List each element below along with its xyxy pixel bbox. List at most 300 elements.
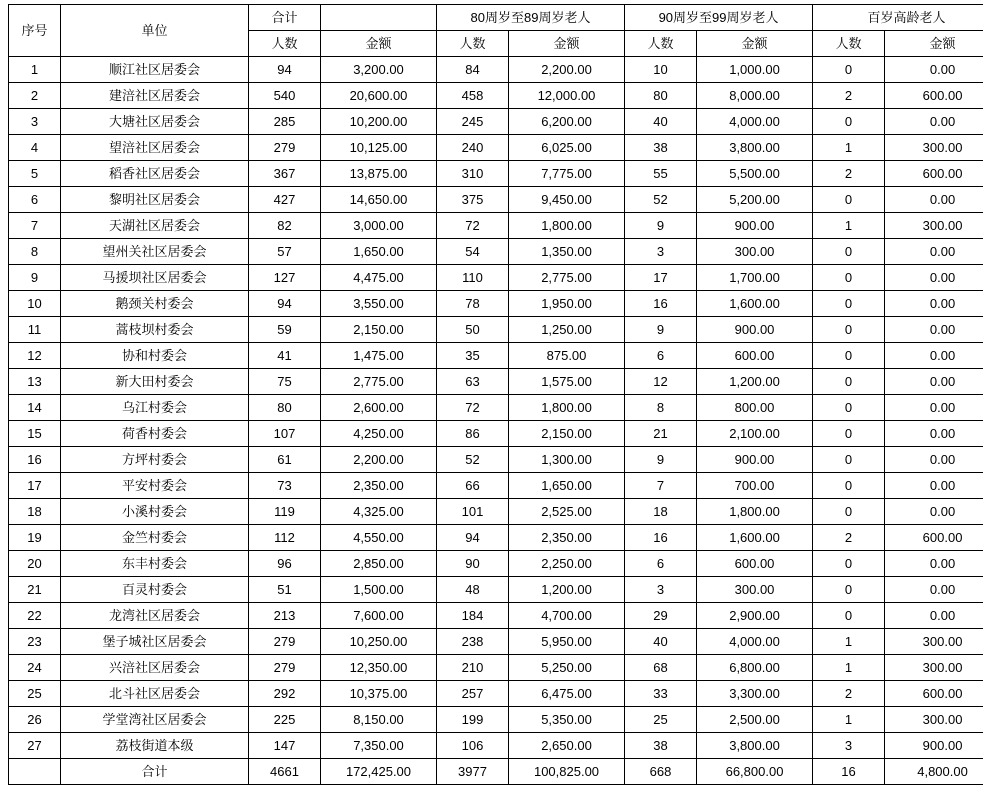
row-unit: 望州关社区居委会 xyxy=(61,239,249,265)
row-90-amount: 300.00 xyxy=(697,239,813,265)
table-row xyxy=(9,83,983,109)
table-row xyxy=(9,109,983,135)
row-80-amount: 2,200.00 xyxy=(509,57,625,83)
row-100-count: 0 xyxy=(813,421,885,447)
row-80-amount: 2,350.00 xyxy=(509,525,625,551)
row-unit: 金竺村委会 xyxy=(61,525,249,551)
row-80-count: 458 xyxy=(437,83,509,109)
row-80-amount: 1,950.00 xyxy=(509,291,625,317)
row-unit: 方坪村委会 xyxy=(61,447,249,473)
row-80-amount: 1,350.00 xyxy=(509,239,625,265)
row-80-amount: 9,450.00 xyxy=(509,187,625,213)
row-90-amount: 900.00 xyxy=(697,213,813,239)
row-100-amount: 300.00 xyxy=(885,135,983,161)
row-total-amount: 3,000.00 xyxy=(321,213,437,239)
row-90-amount: 300.00 xyxy=(697,577,813,603)
row-total-amount: 2,350.00 xyxy=(321,473,437,499)
table-row xyxy=(9,317,983,343)
footer-100-count: 16 xyxy=(813,759,885,785)
row-total-amount: 4,475.00 xyxy=(321,265,437,291)
row-index: 6 xyxy=(9,187,61,213)
row-100-amount: 0.00 xyxy=(885,499,983,525)
row-total-amount: 7,350.00 xyxy=(321,733,437,759)
row-unit: 新大田村委会 xyxy=(61,369,249,395)
row-80-count: 48 xyxy=(437,577,509,603)
row-index: 18 xyxy=(9,499,61,525)
row-100-amount: 300.00 xyxy=(885,629,983,655)
header-group-90: 90周岁至99周岁老人 xyxy=(625,5,813,31)
row-80-amount: 2,525.00 xyxy=(509,499,625,525)
row-90-count: 25 xyxy=(625,707,697,733)
row-index: 23 xyxy=(9,629,61,655)
row-80-amount: 1,200.00 xyxy=(509,577,625,603)
row-100-count: 0 xyxy=(813,577,885,603)
row-unit: 堡子城社区居委会 xyxy=(61,629,249,655)
row-90-amount: 1,600.00 xyxy=(697,291,813,317)
row-unit: 东丰村委会 xyxy=(61,551,249,577)
row-total-count: 147 xyxy=(249,733,321,759)
row-80-count: 210 xyxy=(437,655,509,681)
row-total-count: 225 xyxy=(249,707,321,733)
row-80-count: 245 xyxy=(437,109,509,135)
row-index: 25 xyxy=(9,681,61,707)
row-total-count: 94 xyxy=(249,57,321,83)
row-80-count: 50 xyxy=(437,317,509,343)
row-80-amount: 1,575.00 xyxy=(509,369,625,395)
row-100-amount: 900.00 xyxy=(885,733,983,759)
row-total-count: 279 xyxy=(249,655,321,681)
row-total-count: 112 xyxy=(249,525,321,551)
row-90-count: 10 xyxy=(625,57,697,83)
row-100-count: 2 xyxy=(813,681,885,707)
row-total-amount: 1,500.00 xyxy=(321,577,437,603)
header-total-count: 人数 xyxy=(249,31,321,57)
header-80-count: 人数 xyxy=(437,31,509,57)
row-index: 19 xyxy=(9,525,61,551)
table-row xyxy=(9,473,983,499)
row-80-count: 90 xyxy=(437,551,509,577)
row-90-amount: 3,800.00 xyxy=(697,135,813,161)
row-total-count: 107 xyxy=(249,421,321,447)
row-100-amount: 0.00 xyxy=(885,551,983,577)
row-total-amount: 3,200.00 xyxy=(321,57,437,83)
row-80-count: 310 xyxy=(437,161,509,187)
row-total-count: 61 xyxy=(249,447,321,473)
row-80-amount: 12,000.00 xyxy=(509,83,625,109)
row-80-amount: 1,300.00 xyxy=(509,447,625,473)
row-90-count: 3 xyxy=(625,239,697,265)
row-80-count: 199 xyxy=(437,707,509,733)
row-unit: 建涪社区居委会 xyxy=(61,83,249,109)
row-100-amount: 0.00 xyxy=(885,109,983,135)
row-unit: 大塘社区居委会 xyxy=(61,109,249,135)
row-90-count: 29 xyxy=(625,603,697,629)
row-index: 15 xyxy=(9,421,61,447)
row-total-count: 59 xyxy=(249,317,321,343)
row-80-count: 72 xyxy=(437,213,509,239)
row-index: 26 xyxy=(9,707,61,733)
table-row xyxy=(9,577,983,603)
row-unit: 鹅颈关村委会 xyxy=(61,291,249,317)
row-90-count: 9 xyxy=(625,213,697,239)
row-index: 21 xyxy=(9,577,61,603)
header-group-80: 80周岁至89周岁老人 xyxy=(437,5,625,31)
row-90-amount: 3,800.00 xyxy=(697,733,813,759)
row-index: 16 xyxy=(9,447,61,473)
footer-row xyxy=(9,759,983,785)
row-80-amount: 1,250.00 xyxy=(509,317,625,343)
row-100-amount: 300.00 xyxy=(885,213,983,239)
row-total-count: 119 xyxy=(249,499,321,525)
row-100-count: 1 xyxy=(813,707,885,733)
row-90-count: 68 xyxy=(625,655,697,681)
row-100-count: 1 xyxy=(813,135,885,161)
row-100-count: 0 xyxy=(813,317,885,343)
row-index: 20 xyxy=(9,551,61,577)
header-index: 序号 xyxy=(9,5,61,57)
footer-total-count: 4661 xyxy=(249,759,321,785)
table-row xyxy=(9,213,983,239)
row-100-count: 0 xyxy=(813,57,885,83)
table-row xyxy=(9,161,983,187)
row-index: 14 xyxy=(9,395,61,421)
row-90-count: 12 xyxy=(625,369,697,395)
table-row xyxy=(9,187,983,213)
row-100-amount: 0.00 xyxy=(885,473,983,499)
row-100-amount: 0.00 xyxy=(885,603,983,629)
row-90-amount: 900.00 xyxy=(697,317,813,343)
row-total-amount: 10,250.00 xyxy=(321,629,437,655)
row-100-count: 0 xyxy=(813,369,885,395)
row-80-count: 35 xyxy=(437,343,509,369)
row-80-count: 101 xyxy=(437,499,509,525)
row-80-amount: 6,475.00 xyxy=(509,681,625,707)
row-total-amount: 2,150.00 xyxy=(321,317,437,343)
row-80-amount: 1,800.00 xyxy=(509,213,625,239)
row-index: 24 xyxy=(9,655,61,681)
row-unit: 兴涪社区居委会 xyxy=(61,655,249,681)
row-index: 3 xyxy=(9,109,61,135)
row-90-amount: 6,800.00 xyxy=(697,655,813,681)
footer-80-count: 3977 xyxy=(437,759,509,785)
row-80-count: 238 xyxy=(437,629,509,655)
row-index: 9 xyxy=(9,265,61,291)
header-total-amount: 金额 xyxy=(321,31,437,57)
header-90-amount: 金额 xyxy=(697,31,813,57)
row-80-count: 184 xyxy=(437,603,509,629)
row-80-amount: 4,700.00 xyxy=(509,603,625,629)
row-100-count: 0 xyxy=(813,187,885,213)
row-100-amount: 0.00 xyxy=(885,265,983,291)
row-80-count: 110 xyxy=(437,265,509,291)
row-100-amount: 0.00 xyxy=(885,421,983,447)
row-80-count: 72 xyxy=(437,395,509,421)
row-unit: 龙湾社区居委会 xyxy=(61,603,249,629)
row-total-count: 279 xyxy=(249,135,321,161)
row-index: 10 xyxy=(9,291,61,317)
row-90-amount: 3,300.00 xyxy=(697,681,813,707)
row-90-amount: 1,000.00 xyxy=(697,57,813,83)
row-total-amount: 4,550.00 xyxy=(321,525,437,551)
row-total-count: 51 xyxy=(249,577,321,603)
row-unit: 黎明社区居委会 xyxy=(61,187,249,213)
header-unit: 单位 xyxy=(61,5,249,57)
row-total-count: 427 xyxy=(249,187,321,213)
table-header xyxy=(9,5,983,57)
row-80-amount: 2,250.00 xyxy=(509,551,625,577)
table-row xyxy=(9,707,983,733)
row-100-amount: 0.00 xyxy=(885,317,983,343)
row-80-amount: 6,025.00 xyxy=(509,135,625,161)
header-total-blank xyxy=(321,5,437,31)
row-90-count: 18 xyxy=(625,499,697,525)
row-90-count: 55 xyxy=(625,161,697,187)
row-index: 2 xyxy=(9,83,61,109)
row-100-amount: 0.00 xyxy=(885,577,983,603)
row-100-count: 0 xyxy=(813,343,885,369)
table-row xyxy=(9,421,983,447)
row-100-count: 0 xyxy=(813,603,885,629)
row-100-count: 0 xyxy=(813,291,885,317)
row-90-amount: 600.00 xyxy=(697,551,813,577)
row-index: 12 xyxy=(9,343,61,369)
row-total-amount: 1,650.00 xyxy=(321,239,437,265)
row-unit: 北斗社区居委会 xyxy=(61,681,249,707)
table-row xyxy=(9,525,983,551)
row-100-count: 1 xyxy=(813,655,885,681)
row-90-count: 21 xyxy=(625,421,697,447)
footer-100-amount: 4,800.00 xyxy=(885,759,983,785)
row-total-amount: 14,650.00 xyxy=(321,187,437,213)
header-80-amount: 金额 xyxy=(509,31,625,57)
row-unit: 蒿枝坝村委会 xyxy=(61,317,249,343)
row-90-amount: 2,500.00 xyxy=(697,707,813,733)
row-100-count: 1 xyxy=(813,213,885,239)
row-100-amount: 300.00 xyxy=(885,655,983,681)
row-90-count: 3 xyxy=(625,577,697,603)
row-100-amount: 0.00 xyxy=(885,395,983,421)
row-90-count: 17 xyxy=(625,265,697,291)
row-total-count: 285 xyxy=(249,109,321,135)
row-90-amount: 2,900.00 xyxy=(697,603,813,629)
row-total-amount: 20,600.00 xyxy=(321,83,437,109)
row-100-count: 2 xyxy=(813,161,885,187)
row-90-count: 7 xyxy=(625,473,697,499)
footer-90-amount: 66,800.00 xyxy=(697,759,813,785)
row-100-amount: 600.00 xyxy=(885,161,983,187)
row-100-amount: 0.00 xyxy=(885,187,983,213)
row-total-amount: 13,875.00 xyxy=(321,161,437,187)
row-total-amount: 2,775.00 xyxy=(321,369,437,395)
footer-total-amount: 172,425.00 xyxy=(321,759,437,785)
table-row xyxy=(9,369,983,395)
row-total-count: 127 xyxy=(249,265,321,291)
row-90-amount: 5,200.00 xyxy=(697,187,813,213)
row-total-count: 213 xyxy=(249,603,321,629)
row-total-amount: 12,350.00 xyxy=(321,655,437,681)
row-index: 4 xyxy=(9,135,61,161)
row-80-amount: 2,650.00 xyxy=(509,733,625,759)
row-100-count: 3 xyxy=(813,733,885,759)
row-90-amount: 1,200.00 xyxy=(697,369,813,395)
row-90-count: 9 xyxy=(625,447,697,473)
row-80-count: 94 xyxy=(437,525,509,551)
row-unit: 望涪社区居委会 xyxy=(61,135,249,161)
row-90-amount: 8,000.00 xyxy=(697,83,813,109)
row-100-amount: 600.00 xyxy=(885,83,983,109)
row-total-amount: 4,325.00 xyxy=(321,499,437,525)
row-total-count: 94 xyxy=(249,291,321,317)
row-80-count: 257 xyxy=(437,681,509,707)
row-90-amount: 700.00 xyxy=(697,473,813,499)
row-90-count: 52 xyxy=(625,187,697,213)
row-total-amount: 2,600.00 xyxy=(321,395,437,421)
table-row xyxy=(9,499,983,525)
footer-index xyxy=(9,759,61,785)
row-total-count: 57 xyxy=(249,239,321,265)
table-row xyxy=(9,291,983,317)
row-100-count: 0 xyxy=(813,265,885,291)
row-90-count: 16 xyxy=(625,525,697,551)
row-80-amount: 7,775.00 xyxy=(509,161,625,187)
row-unit: 学堂湾社区居委会 xyxy=(61,707,249,733)
row-total-amount: 7,600.00 xyxy=(321,603,437,629)
row-index: 17 xyxy=(9,473,61,499)
row-index: 7 xyxy=(9,213,61,239)
table-row xyxy=(9,447,983,473)
row-unit: 协和村委会 xyxy=(61,343,249,369)
row-100-amount: 600.00 xyxy=(885,681,983,707)
table-row xyxy=(9,655,983,681)
row-100-amount: 0.00 xyxy=(885,369,983,395)
table-row xyxy=(9,343,983,369)
row-90-amount: 4,000.00 xyxy=(697,109,813,135)
row-unit: 荷香村委会 xyxy=(61,421,249,447)
row-80-count: 52 xyxy=(437,447,509,473)
table-footer xyxy=(9,759,983,785)
row-unit: 荔枝街道本级 xyxy=(61,733,249,759)
row-90-count: 8 xyxy=(625,395,697,421)
row-index: 1 xyxy=(9,57,61,83)
header-100-amount: 金额 xyxy=(885,31,983,57)
row-100-amount: 0.00 xyxy=(885,291,983,317)
header-row-top xyxy=(9,5,983,31)
footer-80-amount: 100,825.00 xyxy=(509,759,625,785)
row-unit: 顺江社区居委会 xyxy=(61,57,249,83)
row-unit: 百灵村委会 xyxy=(61,577,249,603)
row-80-count: 84 xyxy=(437,57,509,83)
row-100-count: 0 xyxy=(813,395,885,421)
row-total-amount: 4,250.00 xyxy=(321,421,437,447)
row-total-count: 80 xyxy=(249,395,321,421)
row-90-count: 40 xyxy=(625,629,697,655)
elderly-subsidy-table xyxy=(8,4,983,785)
row-total-amount: 10,375.00 xyxy=(321,681,437,707)
row-90-amount: 1,700.00 xyxy=(697,265,813,291)
row-80-amount: 5,350.00 xyxy=(509,707,625,733)
row-90-amount: 800.00 xyxy=(697,395,813,421)
row-80-amount: 2,775.00 xyxy=(509,265,625,291)
table-row xyxy=(9,629,983,655)
row-80-amount: 5,250.00 xyxy=(509,655,625,681)
row-unit: 小溪村委会 xyxy=(61,499,249,525)
row-index: 8 xyxy=(9,239,61,265)
row-90-amount: 2,100.00 xyxy=(697,421,813,447)
table-body xyxy=(9,57,983,759)
row-unit: 平安村委会 xyxy=(61,473,249,499)
row-100-count: 0 xyxy=(813,447,885,473)
row-100-count: 0 xyxy=(813,109,885,135)
row-unit: 天湖社区居委会 xyxy=(61,213,249,239)
footer-90-count: 668 xyxy=(625,759,697,785)
row-90-count: 38 xyxy=(625,733,697,759)
row-90-count: 6 xyxy=(625,551,697,577)
row-total-count: 41 xyxy=(249,343,321,369)
table-row xyxy=(9,239,983,265)
row-100-count: 0 xyxy=(813,499,885,525)
row-total-count: 82 xyxy=(249,213,321,239)
row-total-count: 292 xyxy=(249,681,321,707)
row-total-amount: 2,850.00 xyxy=(321,551,437,577)
row-90-amount: 4,000.00 xyxy=(697,629,813,655)
row-90-amount: 600.00 xyxy=(697,343,813,369)
row-100-amount: 600.00 xyxy=(885,525,983,551)
table-row xyxy=(9,265,983,291)
row-total-amount: 1,475.00 xyxy=(321,343,437,369)
table-row xyxy=(9,395,983,421)
row-80-count: 54 xyxy=(437,239,509,265)
row-100-amount: 0.00 xyxy=(885,343,983,369)
header-group-100: 百岁高龄老人 xyxy=(813,5,983,31)
row-100-amount: 0.00 xyxy=(885,57,983,83)
row-index: 13 xyxy=(9,369,61,395)
row-total-amount: 3,550.00 xyxy=(321,291,437,317)
row-80-count: 86 xyxy=(437,421,509,447)
row-total-count: 75 xyxy=(249,369,321,395)
row-100-count: 1 xyxy=(813,629,885,655)
header-100-count: 人数 xyxy=(813,31,885,57)
row-90-amount: 1,600.00 xyxy=(697,525,813,551)
row-100-count: 0 xyxy=(813,551,885,577)
row-80-amount: 1,800.00 xyxy=(509,395,625,421)
row-80-amount: 875.00 xyxy=(509,343,625,369)
row-80-count: 375 xyxy=(437,187,509,213)
footer-label: 合计 xyxy=(61,759,249,785)
row-100-count: 2 xyxy=(813,83,885,109)
row-90-amount: 5,500.00 xyxy=(697,161,813,187)
row-80-count: 78 xyxy=(437,291,509,317)
row-90-count: 6 xyxy=(625,343,697,369)
row-100-count: 2 xyxy=(813,525,885,551)
row-unit: 乌江村委会 xyxy=(61,395,249,421)
row-total-amount: 10,125.00 xyxy=(321,135,437,161)
table-row xyxy=(9,681,983,707)
row-total-count: 279 xyxy=(249,629,321,655)
row-total-count: 96 xyxy=(249,551,321,577)
row-index: 5 xyxy=(9,161,61,187)
header-90-count: 人数 xyxy=(625,31,697,57)
row-total-amount: 8,150.00 xyxy=(321,707,437,733)
row-80-count: 63 xyxy=(437,369,509,395)
row-80-amount: 1,650.00 xyxy=(509,473,625,499)
row-80-count: 106 xyxy=(437,733,509,759)
table-row xyxy=(9,603,983,629)
row-100-count: 0 xyxy=(813,473,885,499)
row-80-amount: 2,150.00 xyxy=(509,421,625,447)
table-row xyxy=(9,733,983,759)
row-90-count: 80 xyxy=(625,83,697,109)
row-80-count: 240 xyxy=(437,135,509,161)
